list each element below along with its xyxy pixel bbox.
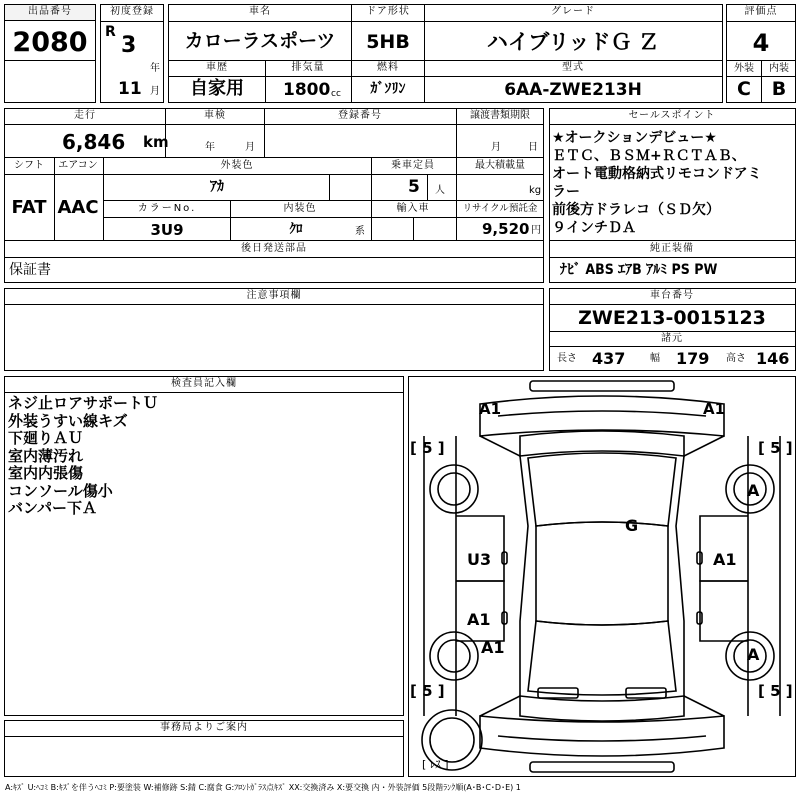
spare-tire: [ ﾚｽ ] xyxy=(422,758,449,771)
displacement-label: 排気量 xyxy=(291,62,325,73)
max-load-label: 最大積載量 xyxy=(475,160,525,171)
aircon-label: エアコン xyxy=(58,160,98,171)
inspector-note: 外装うすい線キズ xyxy=(8,411,128,430)
inspector-note: コンソール傷小 xyxy=(8,481,113,500)
genuine-equipment: ﾅﾋﾞ ABS ｴｱB ｱﾙﾐ PS PW xyxy=(560,262,718,278)
fuel-label: 燃料 xyxy=(377,62,399,73)
mileage: 6,846 xyxy=(62,130,126,154)
genuine-equipment-label: 純正装備 xyxy=(650,243,694,254)
dimensions-label: 諸元 xyxy=(661,333,683,344)
inspector-label: 検査員記入欄 xyxy=(171,378,237,389)
door-label: ドア形状 xyxy=(366,6,410,17)
width: 179 xyxy=(676,349,710,368)
inspector-note: 室内内張傷 xyxy=(8,464,84,482)
capacity-label: 乗車定員 xyxy=(391,160,435,171)
wheel-rear-right-damage: A xyxy=(747,645,760,664)
chassis-number: ZWE213-0015123 xyxy=(578,307,766,329)
person-unit: 人 xyxy=(435,185,445,196)
model-type: 6AA-ZWE213H xyxy=(504,80,642,100)
inspector-note: バンパー下Ａ xyxy=(8,499,97,517)
cc-unit: cc xyxy=(331,89,341,99)
grade: ハイブリッドＧ Ｚ xyxy=(486,30,660,54)
sales-point-line: ラー xyxy=(552,184,580,200)
exterior-color-label: 外装色 xyxy=(220,160,254,171)
yen-unit: 円 xyxy=(531,225,541,236)
tire-front-left: [ 5 ] xyxy=(410,439,445,457)
interior-color: ｸﾛ xyxy=(289,222,303,237)
sales-point-label: セールスポイント xyxy=(628,110,716,121)
inspector-note: 室内薄汚れ xyxy=(8,446,84,465)
inspector-note: ネジ止ロアサポートＵ xyxy=(8,394,159,412)
later-parts-label: 後日発送部品 xyxy=(241,243,307,254)
notes-label: 注意事項欄 xyxy=(246,290,302,301)
sales-point-line: ★オークションデビュー★ xyxy=(552,130,717,146)
tire-rear-left: [ 5 ] xyxy=(410,682,445,700)
kei-unit: 系 xyxy=(355,226,365,237)
year-unit: 年 xyxy=(150,63,160,74)
score: 4 xyxy=(752,29,770,57)
later-parts: 保証書 xyxy=(9,262,51,278)
door-type: 5HB xyxy=(366,31,410,53)
kg-unit: kg xyxy=(529,185,542,196)
sales-point-line: オート電動格納式リモコンドアミ xyxy=(552,166,762,182)
history-label: 車歴 xyxy=(206,62,228,73)
inspection-year-unit: 年 xyxy=(205,142,215,153)
left-front-door-damage: U3 xyxy=(467,550,492,569)
inspection-label: 車検 xyxy=(204,110,226,121)
wheel-front-right-damage: A xyxy=(747,481,760,500)
mileage-label: 走行 xyxy=(74,110,96,121)
sales-point-line: ９インチＤＡ xyxy=(552,220,636,236)
model-name: カローラスポーツ xyxy=(184,30,336,52)
recycle-fee: 9,520 xyxy=(482,220,530,238)
width-label: 幅 xyxy=(650,353,660,364)
interior-color-label: 内装色 xyxy=(283,203,317,214)
transfer-document-label: 譲渡書類期限 xyxy=(470,110,530,121)
month-unit: 月 xyxy=(150,86,160,97)
fuel: ｶﾞｿﾘﾝ xyxy=(370,81,406,97)
car-diagram xyxy=(408,376,796,777)
tire-rear-right: [ 5 ] xyxy=(758,682,793,700)
lot-number: 2080 xyxy=(12,27,88,58)
height-label: 高さ xyxy=(726,353,746,364)
km-unit: km xyxy=(143,133,169,151)
first-registration-label: 初度登録 xyxy=(110,6,154,17)
interior-grade: B xyxy=(771,78,787,100)
inspector-notes-list xyxy=(8,395,158,518)
inspector-note: 下廻りＡＵ xyxy=(8,429,84,447)
sales-point-list xyxy=(552,129,794,237)
legend: A:ｷｽﾞ U:ﾍｺﾐ B:ｷｽﾞを伴うﾍｺﾐ P:要塗装 W:補修跡 S:錆 C:腐食 G:ﾌﾛﾝﾄｶﾞﾗｽ点ｷｽﾞ XX:交換済み X:要交換 内・外装評価 5段階ﾗﾝｸ順(A･B･C･D･E) 1 xyxy=(5,783,521,792)
import-label: 輸入車 xyxy=(396,203,430,214)
chassis-label: 車台番号 xyxy=(650,290,694,301)
transfer-month-unit: 月 xyxy=(491,142,501,153)
tire-front-right: [ 5 ] xyxy=(758,439,793,457)
aircon: AAC xyxy=(57,197,99,218)
left-rear-lower-damage: A1 xyxy=(481,638,505,657)
registration-number-label: 登録番号 xyxy=(338,110,382,121)
length: 437 xyxy=(592,349,626,368)
color-number: 3U9 xyxy=(150,221,184,239)
exterior-label: 外装 xyxy=(734,63,754,74)
exterior-grade: C xyxy=(737,78,751,100)
recycle-label: リサイクル預託金 xyxy=(462,203,538,214)
grade-label: グレード xyxy=(551,6,595,17)
office-label: 事務局よりご案内 xyxy=(160,722,248,733)
exterior-color: ｱｶ xyxy=(210,179,224,195)
front-left-damage: A1 xyxy=(479,400,502,418)
interior-label: 内装 xyxy=(769,63,789,74)
registration-month: 11 xyxy=(118,79,142,99)
shift-label: シフト xyxy=(14,160,44,171)
history: 自家用 xyxy=(190,78,244,99)
capacity: 5 xyxy=(408,177,420,197)
lot-number-label: 出品番号 xyxy=(28,6,72,17)
color-number-label: カラーNo. xyxy=(137,203,197,214)
height: 146 xyxy=(756,349,790,368)
sales-point-line: 前後方ドラレコ（ＳＤ欠） xyxy=(552,202,720,218)
transfer-day-unit: 日 xyxy=(528,142,538,153)
shift: FAT xyxy=(11,197,47,218)
score-label: 評価点 xyxy=(744,6,778,17)
right-rear-door-damage: A1 xyxy=(713,550,737,569)
front-right-damage: A1 xyxy=(703,400,726,418)
inspection-month-unit: 月 xyxy=(245,142,255,153)
era-letter: R xyxy=(105,24,116,40)
length-label: 長さ xyxy=(557,353,577,364)
sales-point-line: ＥＴＣ、ＢＳＭ+ＲＣＴＡＢ、 xyxy=(552,148,746,164)
displacement: 1800 xyxy=(283,80,331,100)
model-name-label: 車名 xyxy=(249,6,271,17)
left-rear-upper-damage: A1 xyxy=(467,610,491,629)
type-label: 型式 xyxy=(562,62,584,73)
registration-year: 3 xyxy=(121,33,137,58)
lot-blank-cell xyxy=(4,60,96,103)
roof-damage: G xyxy=(625,516,639,535)
